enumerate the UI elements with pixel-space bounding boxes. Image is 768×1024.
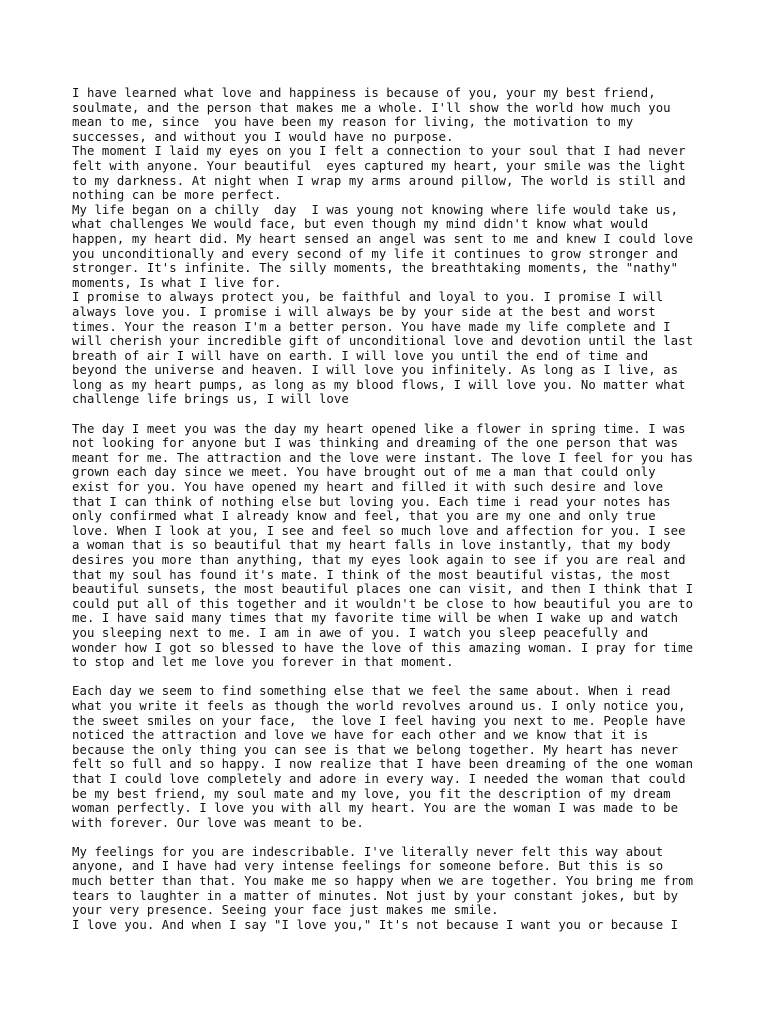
text-line: I promise to always protect you, be faithful and loyal to you. I promise I will — [72, 290, 664, 305]
text-line: noticed the attraction and love we have for each other and we know that it is — [72, 728, 649, 743]
text-line: nothing can be more perfect. — [72, 188, 282, 203]
text-line: be my best friend, my soul mate and my love, you fit the description of my dream — [72, 786, 671, 801]
text-line: because the only thing you can see is that we belong together. My heart has never — [72, 742, 679, 757]
document-body — [72, 86, 702, 932]
text-line: anyone, and I have had very intense feelings for someone before. But this is so — [72, 859, 664, 874]
text-line: I have learned what love and happiness is because of you, your my best friend, — [72, 86, 656, 100]
text-line: challenge life brings us, I will love — [72, 392, 349, 407]
text-line: wonder how I got so blessed to have the love of this amazing woman. I pray for time — [72, 640, 694, 655]
text-line: breath of air I will have on earth. I will love you until the end of time and — [72, 348, 649, 363]
text-line: me. I have said many times that my favorite time will be when I wake up and watch — [72, 611, 679, 626]
text-line: beyond the universe and heaven. I will love you infinitely. As long as I live, as — [72, 363, 679, 378]
text-line: with forever. Our love was meant to be. — [72, 815, 364, 830]
text-line: stronger. It's infinite. The silly moments, the breathtaking moments, the "nathy" — [72, 261, 679, 276]
text-line: that my soul has found it's mate. I think of the most beautiful vistas, the most — [72, 567, 671, 582]
text-line: to stop and let me love you forever in that moment. — [72, 655, 454, 670]
text-line: your very presence. Seeing your face just makes me smile. — [72, 903, 499, 918]
text-line: desires you more than anything, that my eyes look again to see if you are real and — [72, 553, 686, 567]
text-line: what challenges We would face, but even though my mind didn't know what would — [72, 217, 649, 232]
text-line: much better than that. You make me so happy when we are together. You bring me from — [72, 874, 694, 889]
text-line: grown each day since we meet. You have brought out of me a man that could only — [72, 465, 656, 480]
text-line: successes, and without you I would have no purpose. — [72, 129, 454, 144]
text-line: felt so full and so happy. I now realize that I have been dreaming of the one woman — [72, 757, 694, 772]
text-line: meant for me. The attraction and the love were instant. The love I feel for you has — [72, 450, 694, 465]
text-line: The moment I laid my eyes on you I felt a connection to your soul that I had never — [72, 144, 686, 159]
paragraph-break — [72, 407, 702, 422]
text-line: woman perfectly. I love you with all my heart. You are the woman I was made to be — [72, 801, 679, 816]
text-line: long as my heart pumps, as long as my blood flows, I will love you. No matter what — [72, 377, 686, 392]
text-line: a woman that is so beautiful that my heart falls in love instantly, that my body — [72, 538, 671, 553]
text-line: love. When I look at you, I see and feel so much love and affection for you. I see — [72, 523, 686, 538]
text-line: you unconditionally and every second of my life it continues to grow stronger and — [72, 246, 679, 261]
text-line: the sweet smiles on your face, the love I feel having you next to me. People have — [72, 713, 686, 728]
text-line: tears to laughter in a matter of minutes. Not just by your constant jokes, but by — [72, 888, 679, 903]
text-line: felt with anyone. Your beautiful eyes captured my heart, your smile was the light — [72, 158, 686, 173]
text-line: My life began on a chilly day I was young not knowing where life would take us, — [72, 202, 679, 217]
text-line: beautiful sunsets, the most beautiful places one can visit, and then I think that I — [72, 582, 694, 597]
text-line: only confirmed what I already know and feel, that you are my one and only true — [72, 509, 656, 524]
text-line: always love you. I promise i will always be by your side at the best and worst — [72, 304, 656, 319]
text-line: soulmate, and the person that makes me a whole. I'll show the world how much you — [72, 100, 671, 115]
text-line: what you write it feels as though the world revolves around us. I only notice you, — [72, 698, 686, 713]
paragraph-break — [72, 830, 702, 845]
text-line: not looking for anyone but I was thinking and dreaming of the one person that was — [72, 436, 679, 451]
text-line: to my darkness. At night when I wrap my arms around pillow, The world is still and — [72, 173, 686, 188]
text-line: that I could love completely and adore in every way. I needed the woman that could — [72, 771, 686, 786]
paragraph-break — [72, 670, 702, 685]
text-line: moments, Is what I live for. — [72, 275, 282, 290]
text-line: could put all of this together and it wouldn't be close to how beautiful you are to — [72, 596, 694, 611]
text-line: The day I meet you was the day my heart opened like a flower in spring time. I was — [72, 421, 686, 436]
text-line: I love you. And when I say "I love you," It's not because I want you or because I — [72, 917, 679, 932]
text-line: that I can think of nothing else but loving you. Each time i read your notes has — [72, 494, 671, 509]
text-line: exist for you. You have opened my heart and filled it with such desire and love — [72, 480, 664, 495]
text-line: you sleeping next to me. I am in awe of you. I watch you sleep peacefully and — [72, 625, 649, 640]
text-line: will cherish your incredible gift of unconditional love and devotion until the last — [72, 334, 694, 349]
text-line: My feelings for you are indescribable. I've literally never felt this way about — [72, 844, 664, 859]
text-line: times. Your the reason I'm a better person. You have made my life complete and I — [72, 319, 671, 334]
document-page — [72, 86, 702, 932]
text-line: Each day we seem to find something else that we feel the same about. When i read — [72, 684, 671, 699]
text-line: mean to me, since you have been my reason for living, the motivation to my — [72, 115, 634, 130]
text-line: happen, my heart did. My heart sensed an angel was sent to me and knew I could love — [72, 231, 694, 246]
